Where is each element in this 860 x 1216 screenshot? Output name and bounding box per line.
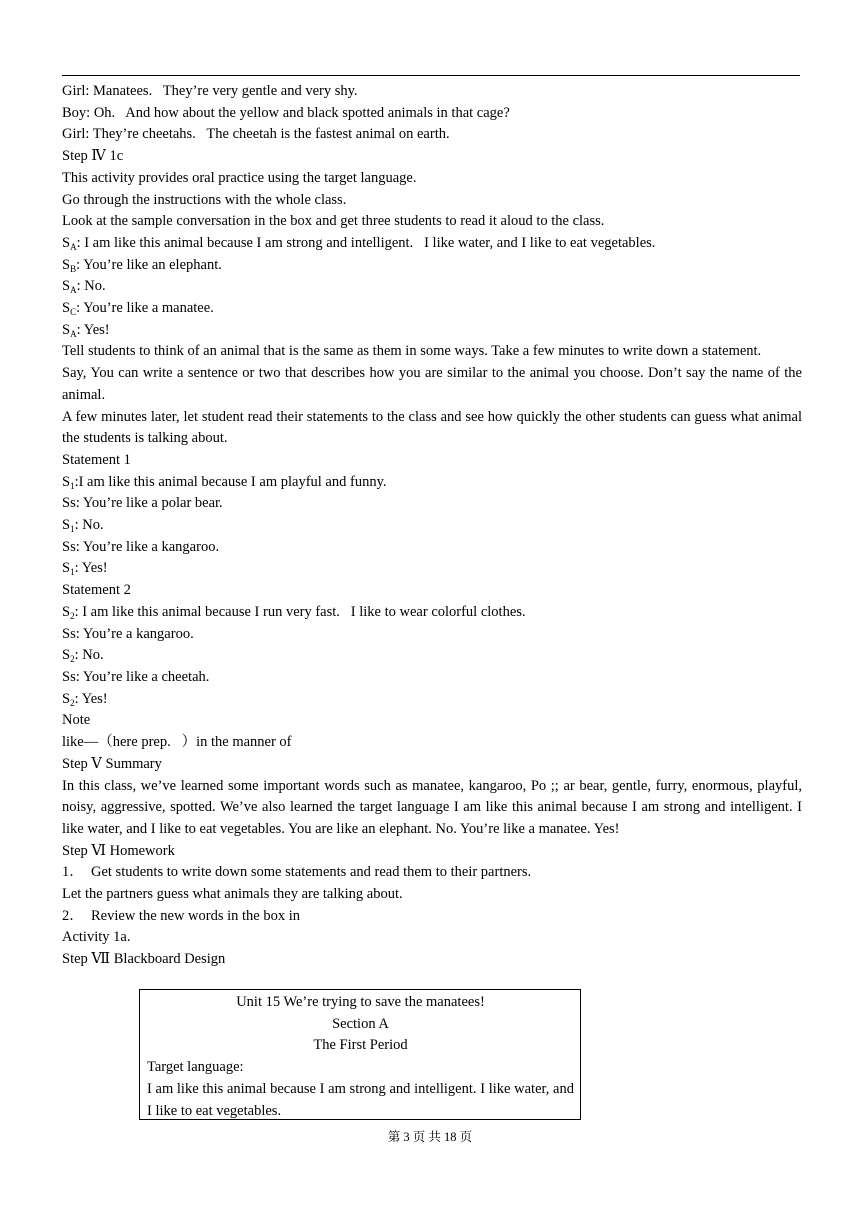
text-line: Ss: You’re like a polar bear. bbox=[62, 495, 223, 512]
dialogue-text: : I am like this animal because I run very fast. I like to wear colorful clothes. bbox=[74, 603, 526, 620]
text-line: This activity provides oral practice using the target language. bbox=[62, 169, 417, 186]
paragraph: Say, You can write a sentence or two that describes how you are similar to the animal you choose. Don’t say the name of the animal. bbox=[62, 365, 802, 403]
text-line: Look at the sample conversation in the box and get three students to read it aloud to the class. bbox=[62, 213, 605, 230]
blackboard-period: The First Period bbox=[313, 1037, 408, 1054]
text-line: Step Ⅶ Blackboard Design bbox=[62, 951, 226, 968]
speaker-letter: S bbox=[62, 690, 71, 707]
dialogue-text: : I am like this animal because I am strong and intelligent. I like water, and I like to eat vegetables. bbox=[76, 234, 656, 251]
blackboard-target-text: I am like this animal because I am strong and intelligent. I like water, and I like to eat vegetables. bbox=[147, 1080, 574, 1119]
speaker-letter: S bbox=[62, 278, 71, 295]
speaker-subscript: C bbox=[70, 307, 77, 318]
dialogue-line bbox=[62, 298, 802, 320]
text-line: Boy: Oh. And how about the yellow and black spotted animals in that cage? bbox=[62, 104, 510, 121]
speaker-subscript: 1 bbox=[70, 480, 75, 491]
speaker-letter: S bbox=[62, 234, 71, 251]
blackboard-title: Unit 15 We’re trying to save the manatees! bbox=[236, 994, 485, 1010]
speaker-subscript: 2 bbox=[70, 654, 75, 665]
blackboard-target-label: Target language: bbox=[147, 1059, 244, 1076]
speaker-letter: S bbox=[62, 256, 71, 273]
speaker-subscript: A bbox=[70, 285, 77, 296]
page-footer: 第 3 页 共 18 页 bbox=[387, 1130, 473, 1144]
dialogue-line bbox=[62, 645, 802, 667]
paragraph: In this class, we’ve learned some important words such as manatee, kangaroo, Po ;; ar bear, gentle, furry, enormous, playful, noisy, aggressive, spotted. We’ve also learned the target language I am like this animal because I am strong and intelligent. I like water, and I like to eat vegetables. You are like an elephant. No. You’re like a manatee. Yes! bbox=[62, 777, 802, 837]
text-line: Step Ⅵ Homework bbox=[62, 842, 175, 859]
dialogue-line bbox=[62, 602, 802, 624]
speaker-subscript: 2 bbox=[70, 610, 75, 621]
dialogue-text: :I am like this animal because I am playful and funny. bbox=[74, 473, 387, 490]
text-line: 2． Review the new words in the box in bbox=[62, 907, 301, 924]
text-line: Let the partners guess what animals they are talking about. bbox=[62, 886, 403, 903]
speaker-letter: S bbox=[62, 603, 71, 620]
speaker-subscript: A bbox=[70, 328, 77, 339]
blackboard-section: Section A bbox=[332, 1015, 389, 1032]
text-line: Ss: You’re like a kangaroo. bbox=[62, 538, 220, 555]
dialogue-text: : No. bbox=[74, 647, 104, 664]
dialogue-line bbox=[62, 558, 802, 580]
dialogue-line bbox=[62, 320, 802, 342]
dialogue-text: : Yes! bbox=[74, 690, 108, 707]
document-body bbox=[62, 81, 802, 971]
dialogue-line bbox=[62, 472, 802, 494]
dialogue-text: : No. bbox=[74, 517, 104, 534]
dialogue-text: : Yes! bbox=[74, 560, 108, 577]
dialogue-text: : No. bbox=[76, 278, 106, 295]
dialogue-line bbox=[62, 233, 802, 255]
speaker-subscript: B bbox=[70, 263, 77, 274]
speaker-letter: S bbox=[62, 473, 71, 490]
speaker-letter: S bbox=[62, 560, 71, 577]
dialogue-text: : You’re like an elephant. bbox=[76, 256, 222, 273]
text-line: Girl: They’re cheetahs. The cheetah is the fastest animal on earth. bbox=[62, 126, 450, 143]
speaker-letter: S bbox=[62, 321, 71, 338]
text-line: Activity 1a. bbox=[62, 929, 131, 946]
text-line: Step Ⅴ Summary bbox=[62, 755, 162, 772]
speaker-letter: S bbox=[62, 300, 71, 317]
speaker-letter: S bbox=[62, 517, 71, 534]
paragraph: A few minutes later, let student read their statements to the class and see how quickly the other students can guess what animal the students is talking about. bbox=[62, 408, 802, 447]
text-line: Go through the instructions with the whole class. bbox=[62, 191, 347, 208]
dialogue-line bbox=[62, 515, 802, 537]
dialogue-line bbox=[62, 276, 802, 298]
speaker-letter: S bbox=[62, 647, 71, 664]
paragraph: Tell students to think of an animal that is the same as them in some ways. Take a few minutes to write down a statement. bbox=[62, 343, 762, 360]
text-line: Statement 2 bbox=[62, 582, 131, 599]
dialogue-text: : You’re like a manatee. bbox=[76, 300, 214, 317]
speaker-subscript: A bbox=[70, 241, 77, 252]
speaker-subscript: 1 bbox=[70, 524, 75, 535]
blackboard-design-box bbox=[139, 989, 581, 1120]
text-line: Note bbox=[62, 712, 91, 729]
text-line: 1． Get students to write down some statements and read them to their partners. bbox=[62, 864, 532, 881]
speaker-subscript: 1 bbox=[70, 567, 75, 578]
text-line: Ss: You’re a kangaroo. bbox=[62, 625, 194, 642]
text-line: Ss: You’re like a cheetah. bbox=[62, 668, 210, 685]
text-line: like—（here prep. ）in the manner of bbox=[62, 734, 292, 751]
dialogue-text: : Yes! bbox=[76, 321, 110, 338]
text-line: Step Ⅳ 1c bbox=[62, 148, 124, 165]
dialogue-line bbox=[62, 689, 802, 711]
text-line: Statement 1 bbox=[62, 451, 131, 468]
text-line: Girl: Manatees. They’re very gentle and very shy. bbox=[62, 83, 358, 99]
header-rule bbox=[62, 75, 800, 76]
speaker-subscript: 2 bbox=[70, 697, 75, 708]
dialogue-line bbox=[62, 255, 802, 277]
